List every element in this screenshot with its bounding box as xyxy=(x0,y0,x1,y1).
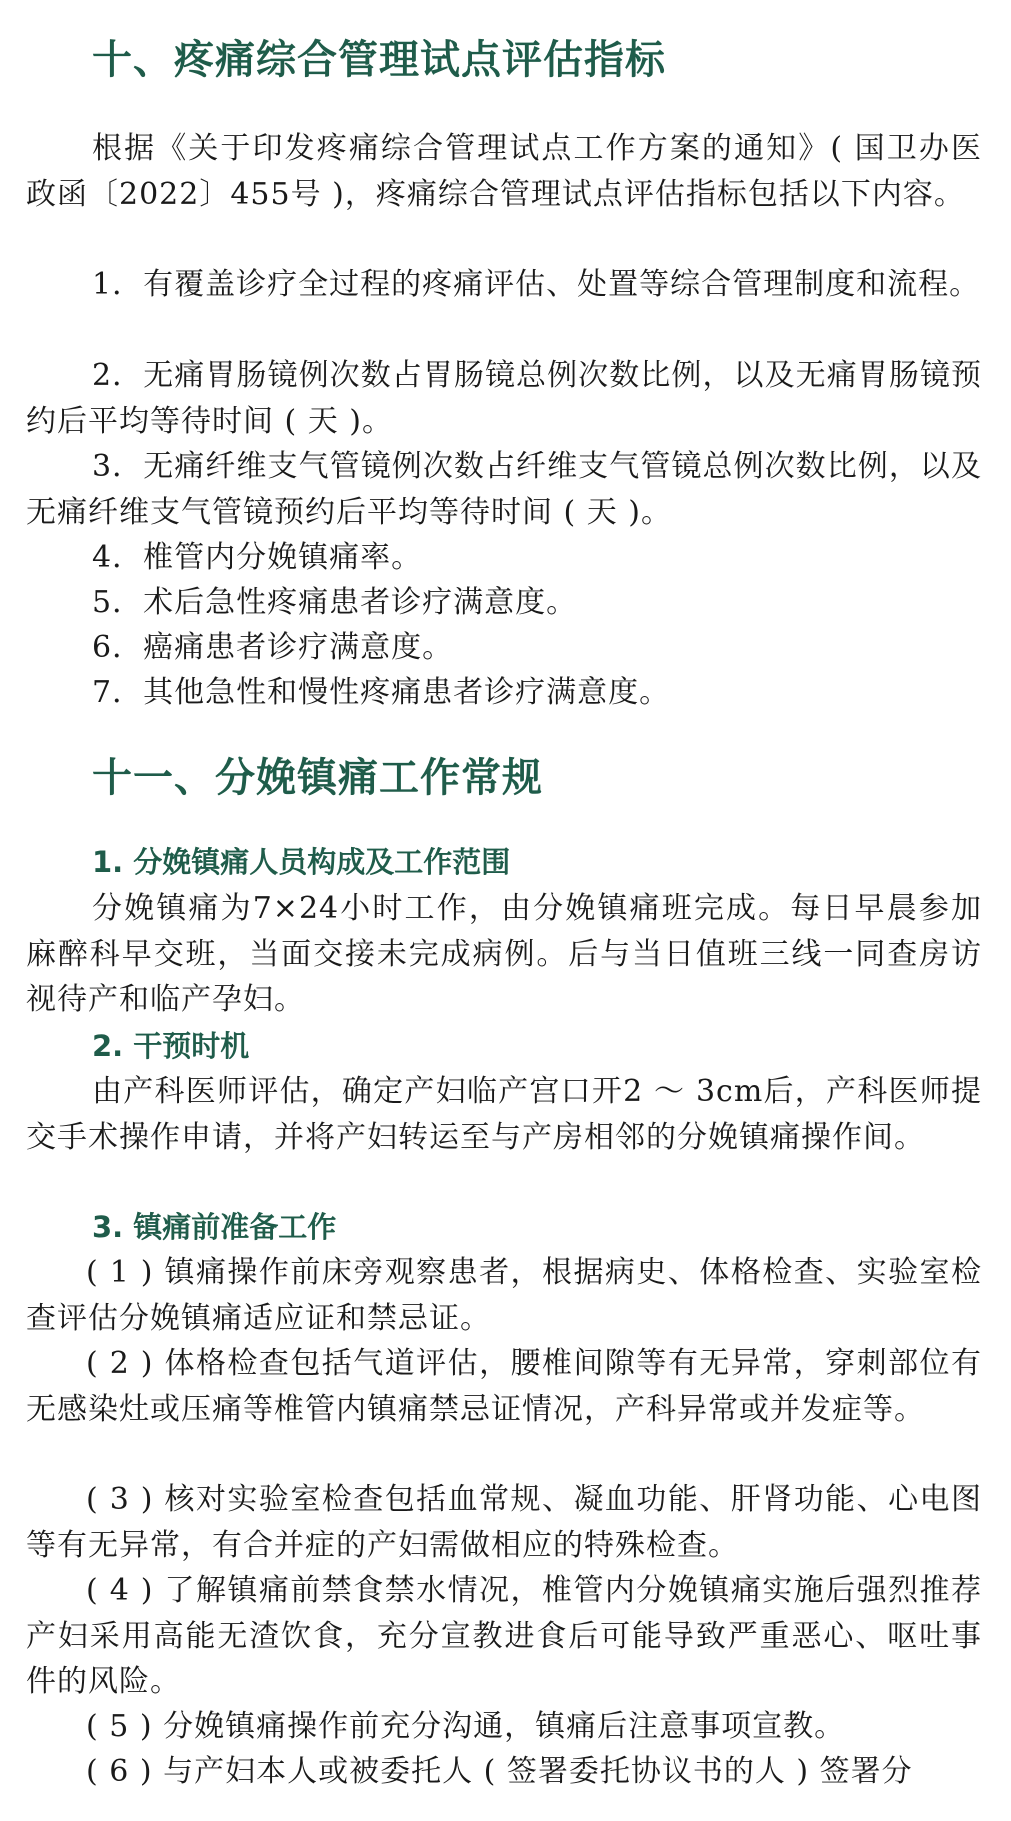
list-item: ( 5 ) 分娩镇痛操作前充分沟通，镇痛后注意事项宣教。 xyxy=(86,1709,846,1744)
subsection-1-heading: 1. 分娩镇痛人员构成及工作范围 xyxy=(92,845,511,879)
list-item: 1．有覆盖诊疗全过程的疼痛评估、处置等综合管理制度和流程。 xyxy=(92,267,981,302)
section-10-intro: 根据《关于印发疼痛综合管理试点工作方案的通知》( 国卫办医政函〔2022〕455号 )，疼痛综合管理试点评估指标包括以下内容。 xyxy=(26,131,982,212)
subsection-2-body: 由产科医师评估，确定产妇临产宫口开2 ～ 3cm后，产科医师提交手术操作申请，并将产妇转运至与产房相邻的分娩镇痛操作间。 xyxy=(26,1074,982,1155)
list-item: ( 3 ) 核对实验室检查包括血常规、凝血功能、肝肾功能、心电图等有无异常，有合并症的产妇需做相应的特殊检查。 xyxy=(26,1482,982,1563)
list-item: ( 4 ) 了解镇痛前禁食禁水情况，椎管内分娩镇痛实施后强烈推荐产妇采用高能无渣饮食，充分宣教进食后可能导致严重恶心、呕吐事件的风险。 xyxy=(26,1573,982,1699)
subsection-2-heading: 2. 干预时机 xyxy=(92,1029,250,1063)
list-item: 6．癌痛患者诊疗满意度。 xyxy=(92,630,454,665)
list-item: 5．术后急性疼痛患者诊疗满意度。 xyxy=(92,585,578,620)
list-item: ( 2 ) 体格检查包括气道评估，腰椎间隙等有无异常，穿刺部位有无感染灶或压痛等椎管内镇痛禁忌证情况，产科异常或并发症等。 xyxy=(26,1346,982,1427)
section-11-title: 十一、分娩镇痛工作常规 xyxy=(92,754,543,801)
list-item: 2．无痛胃肠镜例次数占胃肠镜总例次数比例，以及无痛胃肠镜预约后平均等待时间 ( 天 )。 xyxy=(26,358,982,439)
list-item: ( 1 ) 镇痛操作前床旁观察患者，根据病史、体格检查、实验室检查评估分娩镇痛适应证和禁忌证。 xyxy=(26,1255,982,1336)
section-10-title: 十、疼痛综合管理试点评估指标 xyxy=(92,36,666,83)
subsection-3-heading: 3. 镇痛前准备工作 xyxy=(92,1210,337,1244)
subsection-1-body: 分娩镇痛为7×24小时工作，由分娩镇痛班完成。每日早晨参加麻醉科早交班，当面交接未完成病例。后与当日值班三线一同查房访视待产和临产孕妇。 xyxy=(26,891,982,1017)
list-item: 4．椎管内分娩镇痛率。 xyxy=(92,540,423,575)
list-item: 3．无痛纤维支气管镜例次数占纤维支气管镜总例次数比例，以及无痛纤维支气管镜预约后平均等待时间 ( 天 )。 xyxy=(26,449,982,530)
list-item: ( 6 ) 与产妇本人或被委托人 ( 签署委托协议书的人 ) 签署分 xyxy=(86,1754,913,1789)
list-item: 7．其他急性和慢性疼痛患者诊疗满意度。 xyxy=(92,675,671,710)
